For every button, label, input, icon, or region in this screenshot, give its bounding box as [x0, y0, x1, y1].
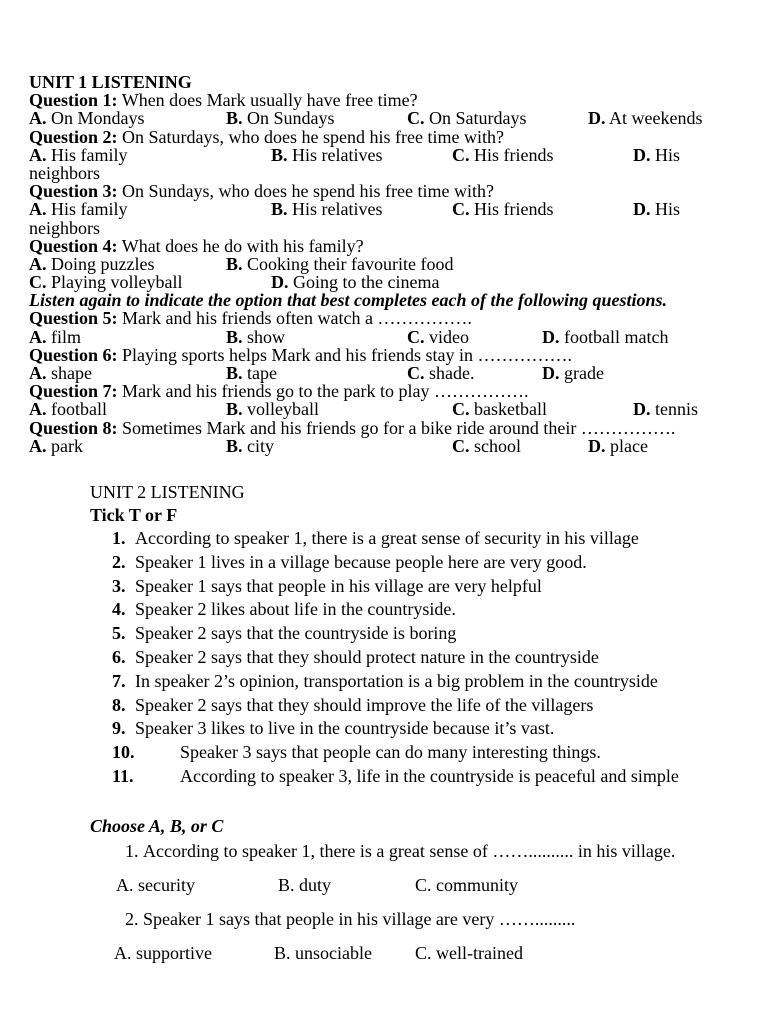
statement-9: 9. Speaker 3 likes to live in the countryside because it’s vast.	[112, 718, 555, 739]
option-b: B. On Sundays	[226, 108, 335, 129]
tick-heading: Tick T or F	[90, 505, 178, 525]
option-c: C. His friends	[452, 144, 554, 165]
option-a: A. supportive	[114, 943, 212, 963]
question-3-options	[29, 200, 759, 218]
option-d: D. At weekends	[588, 108, 703, 129]
question-text: What does he do with his family?	[121, 235, 364, 256]
question-text: On Sundays, who does he spend his free time with?	[122, 181, 494, 202]
option-b: B. volleyball	[226, 399, 319, 420]
choose-question-1-options	[90, 864, 760, 906]
unit1-section	[29, 73, 759, 455]
question-2	[29, 128, 759, 146]
choose-heading: Choose A, B, or C	[90, 816, 224, 836]
option-c: C. well-trained	[415, 943, 523, 963]
question-7-options	[29, 400, 759, 418]
option-a: A. On Mondays	[29, 108, 145, 129]
option-d: D. tennis	[633, 399, 698, 420]
question-3	[29, 182, 759, 200]
question-5	[29, 309, 759, 327]
choose-question-2-options	[90, 932, 760, 974]
question-text: On Saturdays, who does he spend his free time with?	[122, 126, 504, 147]
option-b: B. His relatives	[271, 144, 383, 165]
option-b: B. duty	[278, 875, 332, 895]
question-text: Mark and his friends often watch a …………….	[122, 308, 472, 329]
option-a: A. Doing puzzles	[29, 253, 155, 274]
choose-section	[90, 814, 760, 974]
statement-11: 11. According to speaker 3, life in the countryside is peaceful and simple	[112, 765, 679, 786]
question-label: Question 7:	[29, 381, 118, 402]
question-3-option-d-wrap: neighbors	[29, 217, 100, 238]
statement-6: 6. Speaker 2 says that they should protect nature in the countryside	[112, 646, 599, 667]
option-b: B. tape	[226, 363, 277, 383]
option-a: A. shape	[29, 363, 92, 383]
option-a: A. park	[29, 435, 83, 456]
question-text: When does Mark usually have free time?	[121, 90, 418, 111]
option-d-label: D. His	[633, 144, 681, 165]
statement-1: 1. According to speaker 1, there is a great sense of security in his village	[112, 528, 639, 548]
option-c: C. shade.	[407, 363, 475, 383]
unit1-title: UNIT 1 LISTENING	[29, 72, 192, 92]
unit2-section	[90, 481, 760, 789]
question-label: Question 5:	[29, 308, 118, 329]
option-a: A. film	[29, 326, 81, 347]
choose-question-2	[90, 906, 760, 932]
option-d: D. grade	[542, 363, 604, 383]
option-d: D. place	[588, 435, 648, 456]
question-1-options	[29, 109, 759, 127]
question-4-options-row1	[29, 255, 759, 273]
statement-2: 2. Speaker 1 lives in a village because people here are very good.	[112, 551, 587, 572]
option-c: C. school	[452, 435, 521, 456]
question-text: According to speaker 1, there is a great sense of …….......... in his village.	[143, 841, 676, 861]
option-b: B. unsociable	[274, 943, 372, 963]
choose-question-1	[90, 838, 760, 864]
question-7	[29, 382, 759, 400]
option-c: C. community	[415, 875, 518, 895]
question-number: 2.	[125, 909, 139, 929]
statement-8: 8. Speaker 2 says that they should improve the life of the villagers	[112, 694, 594, 715]
question-text: Speaker 1 says that people in his village are very …….........	[143, 909, 576, 929]
option-a: A. football	[29, 399, 107, 420]
question-text: Sometimes Mark and his friends go for a bike ride around their …………….	[122, 417, 676, 438]
option-c: C. basketball	[452, 399, 547, 420]
statement-10: 10. Speaker 3 says that people can do many interesting things.	[112, 742, 601, 763]
option-a: A. His family	[29, 199, 128, 220]
question-text: Mark and his friends go to the park to play …………….	[122, 381, 529, 402]
question-label: Question 6:	[29, 344, 118, 365]
question-8	[29, 419, 759, 437]
question-1	[29, 91, 759, 109]
option-b: B. show	[226, 326, 286, 347]
question-label: Question 8:	[29, 417, 118, 438]
question-label: Question 3:	[29, 181, 118, 202]
statement-5: 5. Speaker 2 says that the countryside is boring	[112, 623, 457, 644]
question-label: Question 4:	[29, 235, 118, 256]
question-4	[29, 237, 759, 255]
option-c: C. On Saturdays	[407, 108, 527, 129]
statement-7: 7. In speaker 2’s opinion, transportation is a big problem in the countryside	[112, 670, 658, 691]
option-a: A. His family	[29, 144, 128, 165]
question-label: Question 1:	[29, 90, 118, 111]
option-d: D. Going to the cinema	[271, 272, 440, 293]
option-b: B. Cooking their favourite food	[226, 253, 454, 274]
option-c: C. His friends	[452, 199, 554, 220]
question-2-option-d-wrap: neighbors	[29, 162, 100, 183]
option-b: B. His relatives	[271, 199, 383, 220]
unit2-title: UNIT 2 LISTENING	[90, 482, 245, 502]
question-2-options	[29, 146, 759, 164]
question-number: 1.	[125, 841, 139, 861]
statement-3: 3. Speaker 1 says that people in his village are very helpful	[112, 575, 542, 596]
question-4-options-row2	[29, 273, 759, 291]
statement-4: 4. Speaker 2 likes about life in the countryside.	[112, 599, 456, 620]
question-5-options	[29, 328, 759, 346]
question-6-options	[29, 364, 759, 382]
question-text: Playing sports helps Mark and his friends stay in …………….	[122, 344, 572, 365]
option-c: C. video	[407, 326, 469, 347]
question-8-options	[29, 437, 759, 455]
question-label: Question 2:	[29, 126, 118, 147]
option-a: A. security	[116, 875, 195, 895]
option-b: B. city	[226, 435, 275, 456]
option-d: D. football match	[542, 326, 669, 347]
option-d-label: D. His	[633, 199, 681, 220]
question-6	[29, 346, 759, 364]
listen-again-instruction: Listen again to indicate the option that best completes each of the following questions.	[29, 290, 668, 311]
option-c: C. Playing volleyball	[29, 272, 183, 293]
